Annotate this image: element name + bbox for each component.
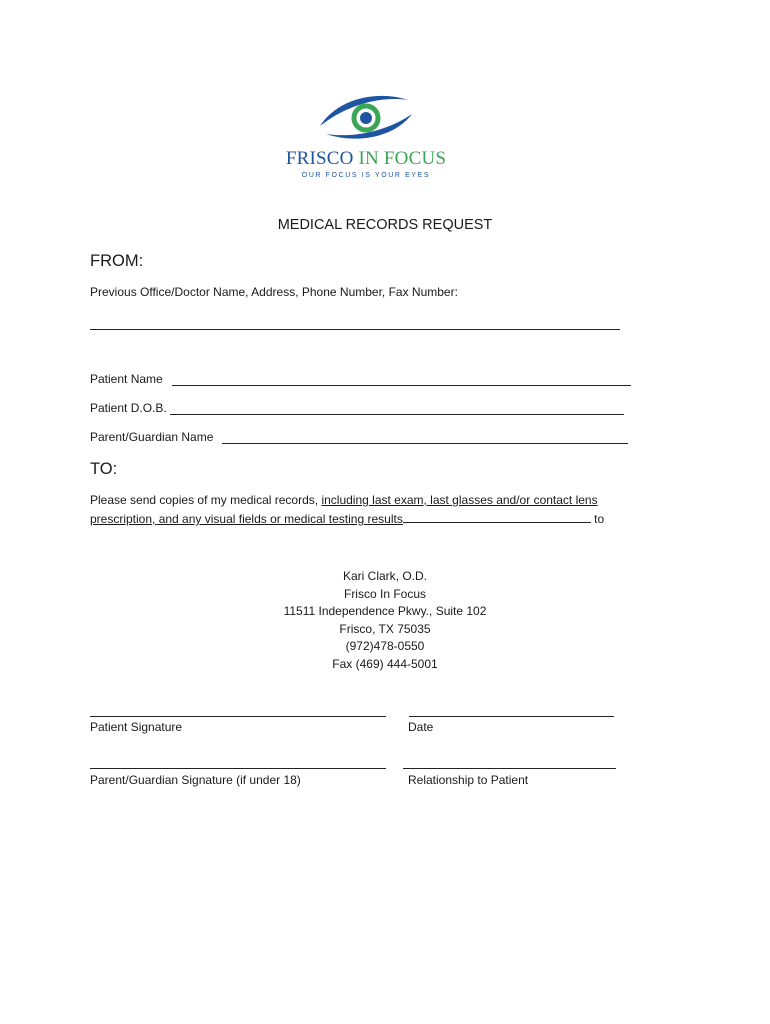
- guardian-signature-field[interactable]: [90, 768, 386, 769]
- patient-dob-field[interactable]: [170, 414, 624, 415]
- request-paragraph: [90, 491, 604, 529]
- address-line: 11511 Independence Pkwy., Suite 102: [283, 604, 487, 618]
- logo-word-frisco: FRISCO: [285, 148, 354, 169]
- frisco-in-focus-logo: [280, 92, 452, 184]
- patient-dob-label: Patient D.O.B.: [90, 401, 167, 415]
- request-line-1: Please send copies of my medical records, including last exam, last glasses and/or contact lens: [90, 493, 598, 507]
- form-title: MEDICAL RECORDS REQUEST: [277, 217, 493, 233]
- previous-office-label: Previous Office/Doctor Name, Address, Phone Number, Fax Number:: [90, 285, 458, 299]
- address-line: (972)478-0550: [345, 639, 425, 653]
- date-field[interactable]: [409, 716, 614, 717]
- date-label: Date: [408, 720, 434, 734]
- eye-logo-icon: [312, 92, 420, 144]
- from-heading: FROM:: [90, 252, 144, 270]
- patient-signature-field[interactable]: [90, 716, 386, 717]
- request-line-2: prescription, and any visual fields or medical testing results to: [90, 512, 605, 526]
- request-scope-underlined-1: including last exam, last glasses and/or contact lens: [321, 493, 598, 507]
- relationship-field[interactable]: [403, 768, 616, 769]
- previous-office-field[interactable]: [90, 329, 620, 330]
- patient-signature-label: Patient Signature: [90, 720, 183, 734]
- relationship-label: Relationship to Patient: [408, 773, 529, 787]
- patient-name-field[interactable]: [172, 385, 631, 386]
- logo-wordmark: [280, 148, 452, 170]
- to-heading: TO:: [90, 460, 118, 478]
- request-extra-field[interactable]: [403, 510, 591, 523]
- address-line: Frisco, TX 75035: [339, 621, 431, 636]
- request-scope-underlined-2: prescription, and any visual fields or medical testing results: [90, 512, 403, 526]
- address-line: Frisco In Focus: [343, 586, 427, 601]
- address-line: Fax (469) 444-5001: [332, 656, 438, 671]
- guardian-name-field[interactable]: [222, 443, 628, 444]
- guardian-signature-label: Parent/Guardian Signature (if under 18): [90, 773, 301, 787]
- address-line: Kari Clark, O.D.: [342, 569, 427, 583]
- patient-name-label: Patient Name: [90, 372, 163, 386]
- logo-word-in-focus: IN FOCUS: [358, 148, 447, 169]
- recipient-address-block: [0, 568, 770, 673]
- guardian-name-label: Parent/Guardian Name: [90, 430, 214, 444]
- logo-tagline: OUR FOCUS IS YOUR EYES: [301, 172, 431, 179]
